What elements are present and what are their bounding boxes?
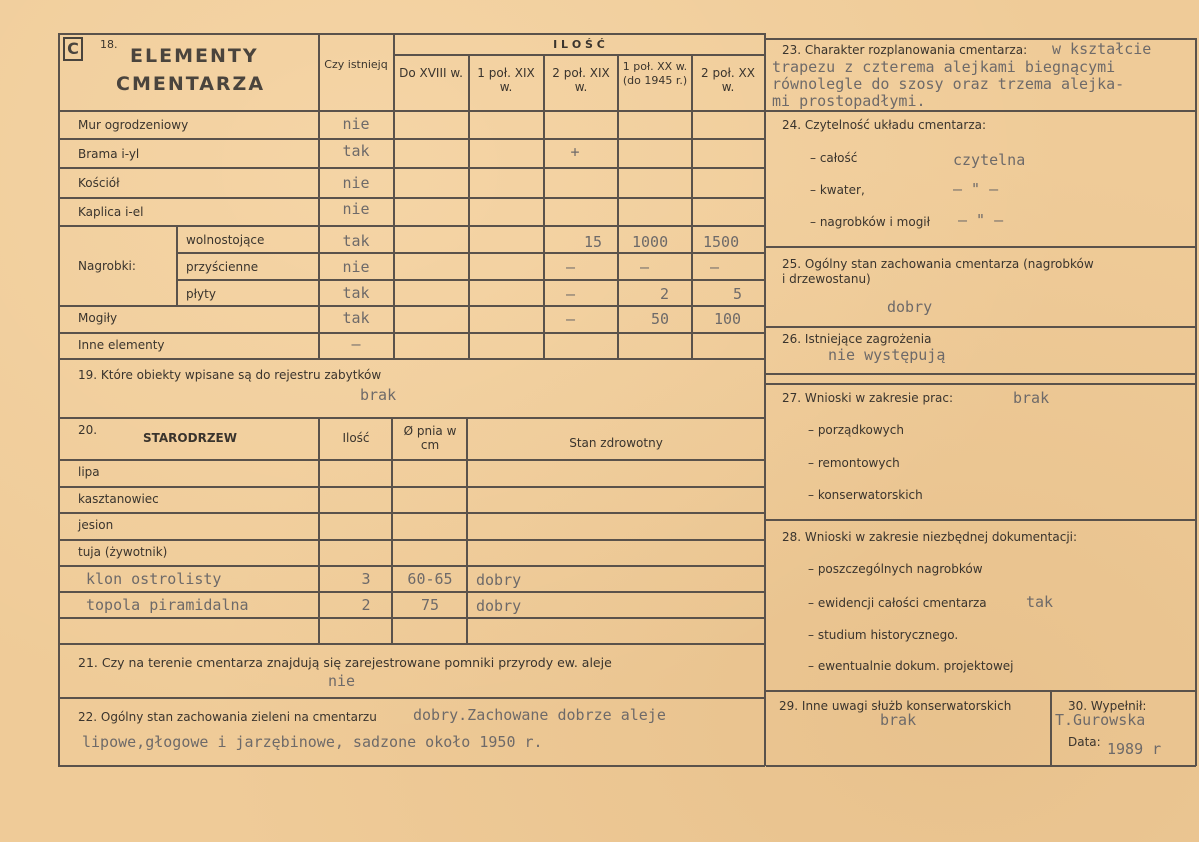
klon-stan: dobry <box>476 571 522 589</box>
topola-ilosc: 2 <box>361 596 371 614</box>
q25-bottom <box>766 326 1196 328</box>
tree-topola: topola piramidalna <box>86 596 249 614</box>
frame-right <box>1195 38 1197 766</box>
q27-top <box>766 383 1196 385</box>
mogily-1pol-xx: 50 <box>651 310 670 328</box>
q22-answer-line1: dobry.Zachowane dobrze aleje <box>413 706 666 724</box>
q27-bottom <box>766 519 1196 521</box>
q26-answer: nie występują <box>828 346 946 364</box>
czy-mogily: tak <box>342 309 370 327</box>
row-line-4 <box>58 225 765 227</box>
q20-title: STARODRZEW <box>143 431 237 445</box>
q25-answer: dobry <box>887 298 933 316</box>
przysc-2pol-xix: – <box>566 258 576 276</box>
q22-label: 22. Ogólny stan zachowania zieleni na cmentarzu <box>78 710 377 724</box>
q20-line-1 <box>58 486 765 488</box>
q30-label: 30. Wypełnił: <box>1068 699 1147 713</box>
q28-item-ewidencji: – ewidencji całości cmentarza <box>808 596 987 610</box>
q28-item-studium: – studium historycznego. <box>808 628 959 642</box>
q20-col-pnia: Ø pnia w cm <box>403 424 457 452</box>
q28-item-nagrobkow: – poszczególnych nagrobków <box>808 562 983 576</box>
tree-lipa: lipa <box>78 465 100 479</box>
frame-left <box>58 33 60 766</box>
q20-line-7 <box>58 643 765 645</box>
q28-item-projektowej: – ewentualnie dokum. projektowej <box>808 659 1014 673</box>
q23-answer-line3: równolegle do szosy oraz trzema alejka- <box>772 75 1125 93</box>
col-line-4 <box>617 55 619 358</box>
topola-pnia: 75 <box>420 596 440 614</box>
ilosc-divider <box>393 54 765 56</box>
q25-label2: i drzewostanu) <box>782 272 871 286</box>
q26-label: 26. Istniejące zagrożenia <box>782 332 932 346</box>
czy-kaplica: nie <box>342 200 370 218</box>
section-18-number: 18. <box>100 38 118 51</box>
col-line-3 <box>543 55 545 358</box>
row-label-inne: Inne elementy <box>78 338 165 352</box>
q30-name: T.Gurowska <box>1055 711 1146 729</box>
period-header-1: 1 poł. XIX w. <box>477 66 535 94</box>
przysc-1pol-xx: – <box>640 258 650 276</box>
col-line-1 <box>393 33 395 358</box>
col-line-2 <box>468 55 470 358</box>
tree-kasztanowiec: kasztanowiec <box>78 492 159 506</box>
q20-line-4 <box>58 565 765 567</box>
row-line-6 <box>178 279 765 281</box>
row-line-2 <box>58 167 765 169</box>
row-line-7 <box>58 305 765 307</box>
klon-pnia: 60-65 <box>407 570 453 588</box>
q24-kwater: – kwater, <box>810 183 865 197</box>
q24-bottom <box>766 246 1196 248</box>
tree-jesion: jesion <box>78 518 114 532</box>
q24-answer-kwater: – " – <box>953 180 999 198</box>
plyty-2pol-xix: – <box>566 285 576 303</box>
q20-line-3 <box>58 539 765 541</box>
q24-answer-calosc: czytelna <box>953 151 1026 169</box>
q20-col-ilosc: Ilość <box>342 431 370 445</box>
row-label-wolnostojace: wolnostojące <box>186 233 265 247</box>
plyty-1pol-xx: 2 <box>660 285 670 303</box>
czy-przyscienne: nie <box>342 258 370 276</box>
q20-col-stan: Stan zdrowotny <box>569 436 663 450</box>
q23-label: 23. Charakter rozplanowania cmentarza: <box>782 43 1028 57</box>
row-label-kaplica: Kaplica i-el <box>78 205 144 219</box>
mogily-2pol-xix: – <box>566 310 576 328</box>
col-czy-header: Czy istniejq <box>324 58 388 71</box>
frame-mid <box>764 33 766 766</box>
period-header-4: 2 poł. XX w. <box>701 66 755 94</box>
q23-bottom <box>766 110 1196 112</box>
row-line-1 <box>58 138 765 140</box>
q23-answer-line2: trapezu z czterema alejkami biegnącymi <box>772 58 1116 76</box>
row-line-3 <box>58 197 765 199</box>
q27-item-konserwatorskie: – konserwatorskich <box>808 488 923 502</box>
q25-label1: 25. Ogólny stan zachowania cmentarza (nagrobków <box>782 257 1094 271</box>
nagrobki-split <box>176 225 178 305</box>
q28-bottom <box>766 690 1196 692</box>
topola-stan: dobry <box>476 597 522 615</box>
q20-line-0 <box>58 459 765 461</box>
period-header-3: 1 poł. XX w. (do 1945 r.) <box>622 60 688 87</box>
q24-calosc: – całość <box>810 151 858 165</box>
section-c-letter: C <box>63 37 83 61</box>
row-label-przyscienne: przyścienne <box>186 260 259 274</box>
period-header-2: 2 poł. XIX w. <box>552 66 610 94</box>
wolno-2pol-xx: 1500 <box>703 233 740 251</box>
q20-line-6 <box>58 617 765 619</box>
czy-mur: nie <box>342 115 370 133</box>
mogily-2pol-xx: 100 <box>714 310 742 328</box>
row-label-nagrobki: Nagrobki: <box>78 259 136 273</box>
q22-answer-line2: lipowe,głogowe i jarzębinowe, sadzone około 1950 r. <box>82 733 543 751</box>
klon-ilosc: 3 <box>361 570 371 588</box>
title-cmentarza: CMENTARZA <box>116 73 266 95</box>
q29-answer: brak <box>880 711 917 729</box>
row-line-5 <box>178 252 765 254</box>
q27-item-remontowe: – remontowych <box>808 456 900 470</box>
przysc-2pol-xx: – <box>710 258 720 276</box>
q28-answer-ewidencji: tak <box>1026 593 1054 611</box>
period-header-0: Do XVIII w. <box>399 66 463 80</box>
q20-line-2 <box>58 512 765 514</box>
frame-bottom-left <box>58 765 765 767</box>
q27-answer: brak <box>1013 389 1050 407</box>
tree-klon: klon ostrolisty <box>86 570 222 588</box>
q24-label: 24. Czytelność układu cmentarza: <box>782 118 987 132</box>
czy-wolnostojace: tak <box>342 232 370 250</box>
frame-bottom-right <box>766 765 1196 767</box>
row-label-kosciol: Kościół <box>78 176 120 190</box>
q19-bottom <box>58 417 765 419</box>
q24-nagrobkow: – nagrobków i mogił <box>810 215 931 229</box>
czy-plyty: tak <box>342 284 370 302</box>
col-line-5 <box>691 55 693 358</box>
row-label-mur: Mur ogrodzeniowy <box>78 118 189 132</box>
q23-answer-line1: w kształcie <box>1052 40 1152 58</box>
row-line-0 <box>58 110 765 112</box>
q20-number: 20. <box>78 423 98 437</box>
q19-answer: brak <box>360 386 397 404</box>
czy-inne: – <box>351 335 361 353</box>
row-line-8 <box>58 332 765 334</box>
q21-label: 21. Czy na terenie cmentarza znajdują się zarejestrowane pomniki przyrody ew. aleje <box>78 655 612 670</box>
q21-answer: nie <box>328 672 356 690</box>
q29-q30-divider <box>1050 690 1052 766</box>
q26-bottom <box>766 373 1196 375</box>
q19-label: 19. Które obiekty wpisane są do rejestru zabytków <box>78 368 382 382</box>
q29-label: 29. Inne uwagi służb konserwatorskich <box>779 699 1012 713</box>
tree-tuja: tuja (żywotnik) <box>78 545 168 559</box>
q30-data-label: Data: <box>1068 735 1101 749</box>
frame-top-left <box>58 33 765 35</box>
q20-line-5 <box>58 591 765 593</box>
title-elementy: ELEMENTY <box>130 45 259 67</box>
q27-item-porzadkowe: – porządkowych <box>808 423 904 437</box>
row-label-plyty: płyty <box>186 287 216 301</box>
q21-bottom <box>58 697 765 699</box>
czy-kosciol: nie <box>342 174 370 192</box>
q30-date: 1989 r <box>1107 740 1162 758</box>
q28-label: 28. Wnioski w zakresie niezbędnej dokumentacji: <box>782 530 1078 544</box>
row-label-brama: Brama i-yl <box>78 147 140 161</box>
czy-brama: tak <box>342 142 370 160</box>
q24-answer-nagrobkow: – " – <box>958 211 1004 229</box>
wolno-2pol-xix: 15 <box>583 233 602 251</box>
q23-answer-line4: mi prostopadłymi. <box>772 92 926 110</box>
wolno-1pol-xx: 1000 <box>632 233 669 251</box>
brama-2pol-xix: + <box>570 143 580 161</box>
row-line-9 <box>58 358 765 360</box>
row-label-mogily: Mogiły <box>78 311 118 325</box>
plyty-2pol-xx: 5 <box>733 285 743 303</box>
q27-label: 27. Wnioski w zakresie prac: <box>782 391 954 405</box>
q20-col-line-3 <box>466 417 468 643</box>
col-ilosc-header: I L O Ś Ć <box>553 38 605 51</box>
